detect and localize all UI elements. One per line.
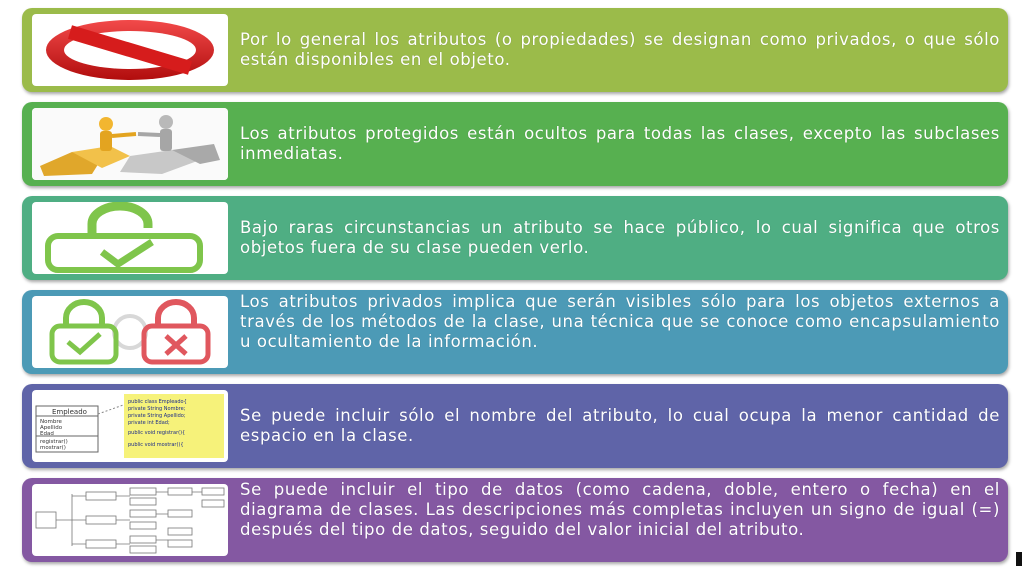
class-attr: Nombre [40, 419, 62, 425]
row-data-types [22, 478, 1008, 562]
no-entry-icon [32, 14, 228, 86]
code-line: public class Empleado{ [128, 399, 187, 405]
row-public-attributes [22, 196, 1008, 280]
row-text: Los atributos privados implica que serán visibles sólo para los objetos externos a través de los métodos de la clase, una técnica que se conoce como encapsulamiento u ocultamiento de la información. [240, 292, 1000, 351]
row-text: Bajo raras circunstancias un atributo se hace público, lo cual significa que otros objetos fuera de su clase pueden verlo. [240, 218, 1000, 257]
row-encapsulation [22, 290, 1008, 374]
class-diagram-code-icon [32, 390, 228, 462]
code-line: private String Apellido; [128, 413, 186, 419]
class-hierarchy-diagram-icon [32, 484, 228, 556]
unlocked-padlock-check-icon [32, 202, 228, 274]
row-text: Se puede incluir sólo el nombre del atributo, lo cual ocupa la menor cantidad de espacio en la clase. [240, 406, 1000, 445]
row-attribute-name [22, 384, 1008, 468]
class-method: mostrar() [40, 445, 66, 451]
class-method: registrar() [40, 439, 68, 445]
row-text: Los atributos protegidos están ocultos para todas las clases, excepto las subclases inmediatas. [240, 124, 1000, 163]
class-box-title: Empleado [52, 408, 87, 416]
corner-mark [1016, 552, 1022, 566]
code-line: private int Edad; [128, 420, 170, 426]
code-line: public void registrar(){ [128, 430, 186, 436]
row-protected-attributes [22, 102, 1008, 186]
class-attr: Apellido [40, 425, 63, 431]
code-line: private String Nombre; [128, 406, 186, 412]
code-line: public void mostrar(){ [128, 442, 184, 448]
padlocks-check-cross-icon [32, 296, 228, 368]
class-attr: Edad [40, 431, 54, 437]
row-text: Se puede incluir el tipo de datos (como cadena, doble, entero o fecha) en el diagrama de clases. Las descripciones más completas incluyen un signo de igual (=) después del tipo de datos, seguido del valor inicial del atributo. [240, 480, 1000, 539]
row-private-attributes [22, 8, 1008, 92]
puzzle-people-icon [32, 108, 228, 180]
row-text: Por lo general los atributos (o propiedades) se designan como privados, o que sólo están disponibles en el objeto. [240, 30, 1000, 69]
